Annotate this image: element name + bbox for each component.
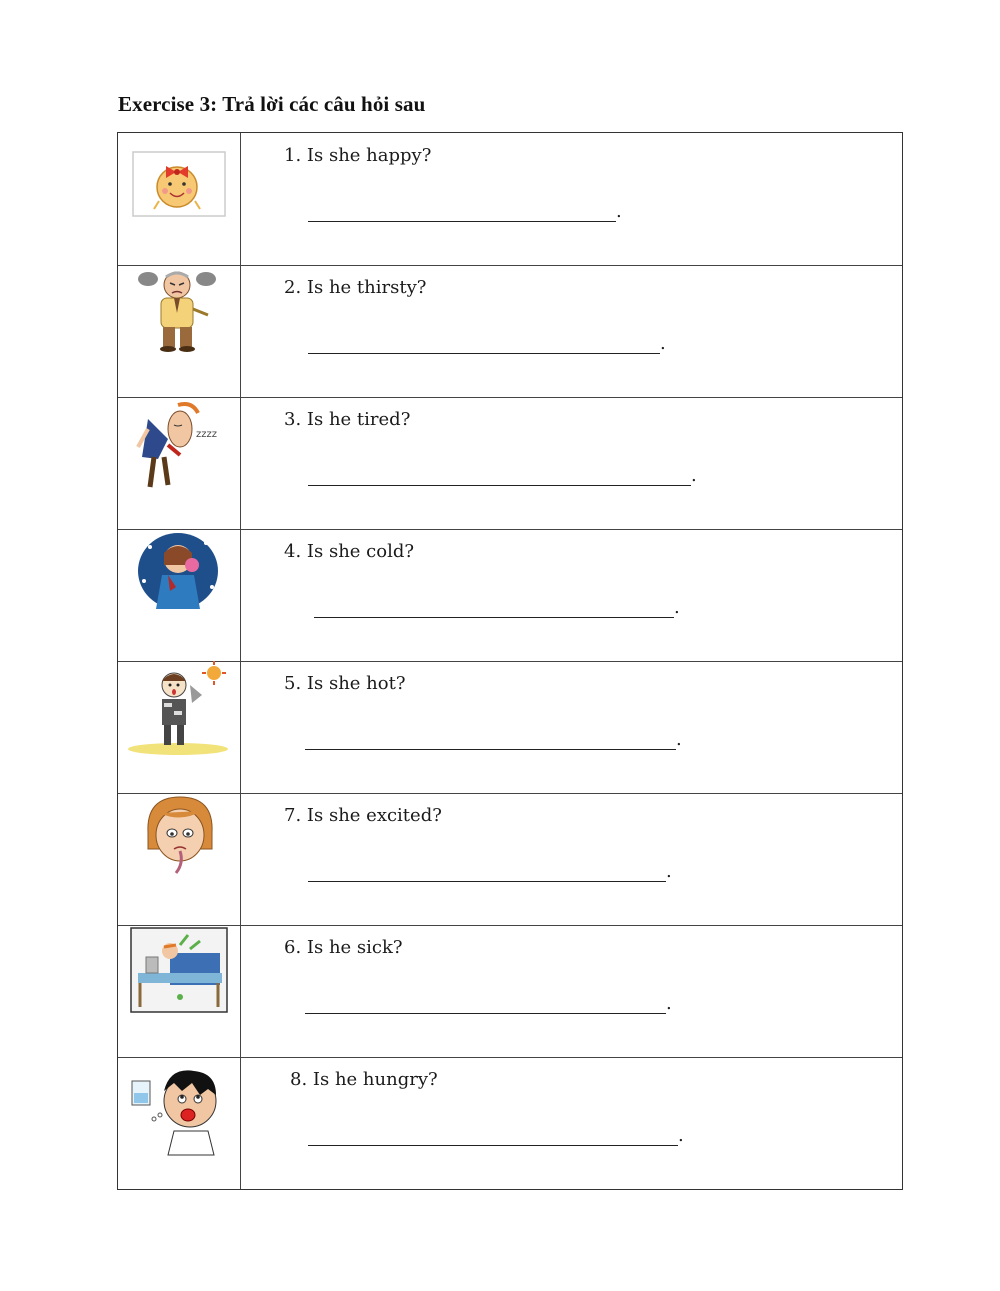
answer-line[interactable] (308, 352, 660, 354)
image-cell (118, 661, 241, 793)
hot-woman-icon (126, 661, 232, 757)
thirsty-boy-icon (130, 1061, 228, 1157)
question-text: 7. Is she excited? (284, 805, 442, 826)
question-row-3 (118, 397, 902, 530)
answer-line[interactable] (308, 484, 691, 486)
answer-line[interactable] (308, 880, 666, 882)
image-cell (118, 925, 241, 1057)
question-row-6 (118, 925, 902, 1058)
answer-period: . (616, 201, 622, 222)
answer-period: . (676, 729, 682, 750)
answer-period: . (660, 333, 666, 354)
answer-line[interactable] (305, 748, 676, 750)
answer-period: . (674, 597, 680, 618)
svg-text:zzzz: zzzz (196, 429, 217, 440)
question-text: 5. Is she hot? (284, 673, 406, 694)
question-row-4 (118, 529, 902, 662)
answer-line[interactable] (308, 1144, 678, 1146)
tired-man-icon (128, 399, 228, 495)
question-row-1 (118, 133, 902, 266)
image-cell (118, 133, 241, 265)
answer-line[interactable] (314, 616, 674, 618)
question-text: 6. Is he sick? (284, 937, 403, 958)
sad-girl-icon (140, 793, 220, 879)
answer-period: . (691, 465, 697, 486)
question-row-7 (118, 793, 902, 926)
answer-period: . (666, 861, 672, 882)
sick-man-icon (130, 927, 228, 1013)
question-text: 1. Is she happy? (284, 145, 432, 166)
questions-table (117, 132, 903, 1190)
image-cell (118, 793, 241, 925)
question-text: 4. Is she cold? (284, 541, 415, 562)
image-cell (118, 265, 241, 397)
happy-girl-icon (132, 151, 226, 217)
image-cell (118, 397, 241, 529)
question-row-2 (118, 265, 902, 398)
angry-man-icon (136, 265, 220, 353)
image-cell (118, 1057, 241, 1189)
question-row-8 (118, 1057, 902, 1189)
question-text: 2. Is he thirsty? (284, 277, 427, 298)
answer-line[interactable] (308, 220, 616, 222)
answer-line[interactable] (305, 1012, 666, 1014)
question-text: 3. Is he tired? (284, 409, 411, 430)
question-text: 8. Is he hungry? (290, 1069, 438, 1090)
exercise-title: Exercise 3: Trả lời các câu hỏi sau (118, 92, 426, 116)
cold-woman-icon (136, 531, 222, 615)
question-row-5 (118, 661, 902, 794)
answer-period: . (678, 1125, 684, 1146)
image-cell (118, 529, 241, 661)
answer-period: . (666, 993, 672, 1014)
